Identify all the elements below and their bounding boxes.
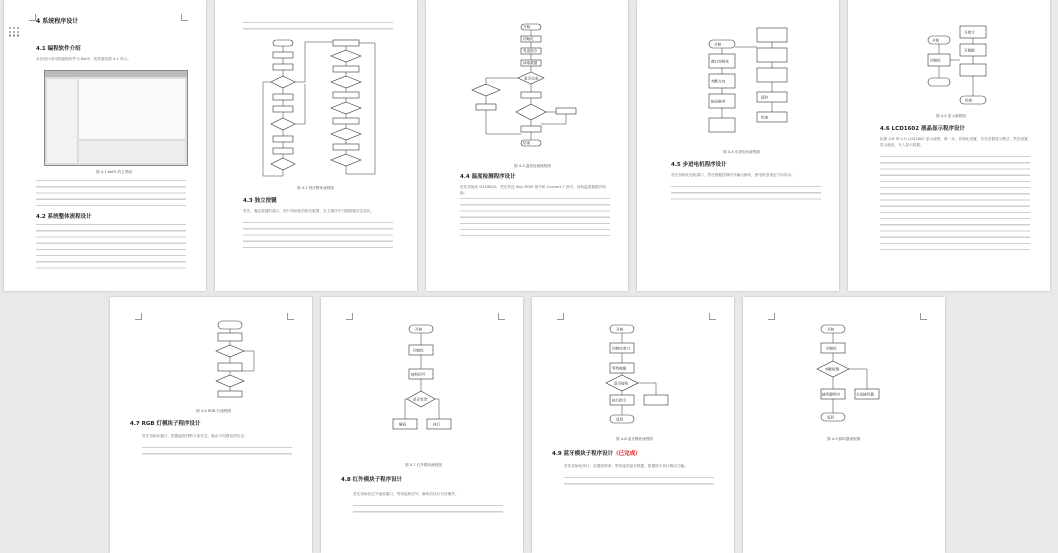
paragraph: 本次设计采用的编程软件为 Keil5，其界面如图 4-1 所示。 (36, 57, 132, 61)
svg-text:开始: 开始 (523, 24, 531, 29)
svg-text:返回: 返回 (616, 417, 624, 422)
document-page-1 (4, 0, 206, 291)
section-heading: 4.8 红外模块子程序设计 (341, 477, 403, 483)
svg-text:初始化串口: 初始化串口 (612, 346, 630, 351)
figure-caption: 图 4-8 蓝牙模块流程图 (616, 437, 653, 441)
svg-text:初始化: 初始化 (413, 348, 424, 353)
svg-text:等待数据: 等待数据 (612, 366, 627, 371)
section-heading: 4.1 编程软件介绍 (36, 46, 81, 52)
bluetooth-flowchart (596, 323, 676, 433)
svg-text:蜂鸣器鸣叫: 蜂鸣器鸣叫 (822, 392, 840, 397)
svg-text:开始: 开始 (932, 38, 940, 43)
section-heading: 4.9 蓝牙模块子程序设计（已完成） (552, 451, 641, 457)
svg-text:写指令: 写指令 (964, 30, 975, 35)
paragraph: 首先初始化电机端口，然后根据控制信号输出脉冲，使电机按指定方向转动。 (671, 173, 795, 177)
section-heading: 4.7 RGB 灯模块子程序设计 (130, 421, 201, 427)
svg-text:判断报警: 判断报警 (825, 367, 840, 372)
svg-text:执行: 执行 (433, 422, 441, 427)
paragraph: 首先初始化端口，根据温度判断当前状态，输出不同颜色的灯光。 (142, 434, 248, 438)
svg-text:开始: 开始 (616, 327, 624, 332)
section-heading: 4.6 LCD1602 液晶显示程序设计 (880, 126, 965, 132)
document-page-5 (848, 0, 1050, 291)
svg-text:结束: 结束 (761, 115, 769, 120)
document-page-9 (743, 297, 945, 553)
section-heading: 4.5 步进电机程序设计 (671, 162, 727, 168)
buzzer-flowchart (807, 323, 887, 433)
svg-text:是否完成: 是否完成 (524, 76, 539, 81)
grid-icon[interactable] (9, 27, 19, 37)
svg-text:初始化: 初始化 (523, 36, 534, 41)
temperature-flowchart (466, 20, 596, 160)
svg-text:判断方向: 判断方向 (711, 79, 726, 84)
paragraph: 首先，确定按键的端口，进行初始化的相关配置，在主循环中扫描按键状态变化。 (243, 209, 375, 213)
svg-text:初始化: 初始化 (826, 346, 837, 351)
svg-text:发送指令: 发送指令 (523, 48, 538, 53)
section-heading: 4.4 温度检测程序设计 (460, 174, 516, 180)
svg-text:关闭蜂鸣器: 关闭蜂鸣器 (856, 392, 874, 397)
figure-caption: 图 4-1 Keil5 的主界面 (96, 170, 132, 174)
paragraph: 首先初始化红外接收端口，等待接收信号，解码后执行对应操作。 (353, 492, 459, 496)
paragraph: 如图 4-6 所示为 LCD1602 显示流程，第一步，初始化设置，首先设置显示模式，然后设置显示地址，写入显示数据。 (880, 137, 1028, 148)
svg-text:结束: 结束 (965, 98, 973, 103)
display-flowchart (918, 20, 998, 110)
chapter-heading: 4 系统程序设计 (36, 18, 79, 25)
document-page-3 (426, 0, 628, 291)
figure-caption: 图 4-9 蜂鸣器流程图 (827, 437, 861, 441)
figure-caption: 图 4-6 RGB 灯流程图 (196, 409, 232, 413)
document-page-4 (637, 0, 839, 291)
program-flowchart (255, 38, 385, 178)
svg-text:开始: 开始 (415, 327, 423, 332)
section-heading: 4.3 独立按键 (243, 198, 277, 204)
svg-text:执行指令: 执行指令 (612, 398, 627, 403)
svg-text:结束: 结束 (523, 140, 531, 145)
document-page-8 (532, 297, 734, 553)
status-badge: （已完成） (613, 451, 641, 457)
svg-text:接收信号: 接收信号 (411, 372, 426, 377)
paragraph: 首先初始化 DS18B20，然后发送 Skip ROM 指令和 Convert T 指令，读取温度数据并转换。 (460, 185, 607, 196)
svg-text:开始: 开始 (714, 42, 722, 47)
figure-caption: 图 4-4 步进电机流程图 (723, 150, 760, 154)
figure-caption: 图 4-2 程序整体流程图 (297, 186, 334, 190)
rgb-flowchart (200, 319, 260, 399)
software-screenshot (44, 70, 188, 166)
document-page-6 (110, 297, 312, 553)
svg-text:是否有效: 是否有效 (413, 397, 428, 402)
svg-text:返回: 返回 (827, 415, 835, 420)
svg-text:写数据: 写数据 (964, 48, 975, 53)
infrared-flowchart (387, 323, 457, 443)
figure-caption: 图 4-5 显示流程图 (936, 114, 966, 118)
figure-caption: 图 4-3 温度检测流程图 (514, 164, 551, 168)
svg-text:延时: 延时 (761, 95, 769, 100)
svg-text:端口初始化: 端口初始化 (711, 59, 729, 64)
paragraph: 首先初始化串口，设置波特率，等待接收蓝牙数据，根据指令执行相应功能。 (564, 464, 688, 468)
motor-flowchart (697, 26, 797, 146)
document-page-2 (215, 0, 417, 291)
svg-text:解码: 解码 (399, 422, 407, 427)
svg-text:是否接收: 是否接收 (614, 381, 629, 386)
svg-text:开始: 开始 (827, 327, 835, 332)
svg-text:输出脉冲: 输出脉冲 (711, 99, 726, 104)
svg-text:初始化: 初始化 (930, 58, 941, 63)
svg-text:读取数据: 读取数据 (523, 60, 538, 65)
document-page-7 (321, 297, 523, 553)
section-heading: 4.2 系统整体流程设计 (36, 214, 92, 220)
figure-caption: 图 4-7 红外模块流程图 (405, 463, 442, 467)
